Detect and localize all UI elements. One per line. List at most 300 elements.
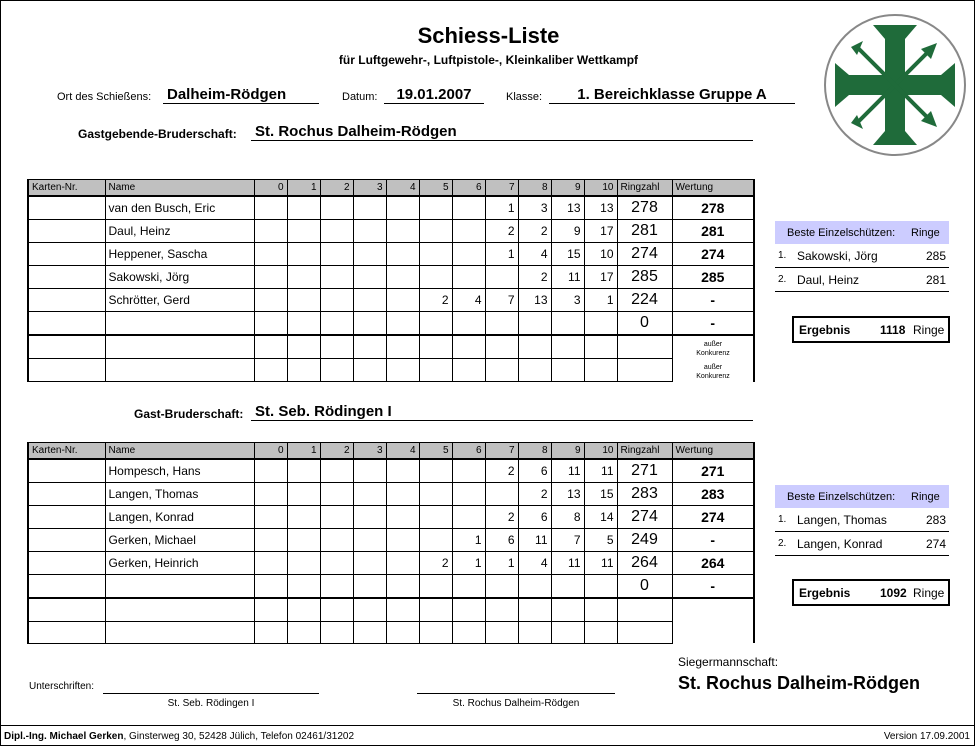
ring-count-cell	[320, 220, 353, 243]
empty-cell	[28, 621, 105, 643]
ring-count-cell: 2	[518, 266, 551, 289]
klasse-label: Klasse:	[506, 91, 543, 103]
ring-count-cell	[353, 196, 386, 220]
empty-cell	[254, 598, 287, 621]
empty-cell	[386, 335, 419, 359]
sieger-label: Siegermannschaft:	[678, 655, 779, 669]
empty-cell	[452, 621, 485, 643]
table-row	[28, 506, 754, 529]
empty-cell	[28, 335, 105, 359]
author-address: , Ginsterweg 30, 52428 Jülich, Telefon 02461/31202	[123, 731, 355, 742]
ring-count-cell	[485, 483, 518, 506]
shooter-name	[105, 312, 254, 336]
karten-nr-cell	[28, 312, 105, 336]
table-row	[28, 266, 754, 289]
ring-count-cell: 1	[452, 552, 485, 575]
shooter-name: Sakowski, Jörg	[105, 266, 254, 289]
ring-count-cell	[320, 552, 353, 575]
shooter-name: Gerken, Heinrich	[105, 552, 254, 575]
ring-count-cell	[287, 266, 320, 289]
ergebnis-value: 1118	[880, 323, 906, 337]
header-ring-3: 3	[353, 180, 386, 197]
header-ring-2: 2	[320, 443, 353, 460]
ring-count-cell: 13	[551, 483, 584, 506]
shooter-name: Langen, Konrad	[105, 506, 254, 529]
ring-count-cell	[320, 483, 353, 506]
empty-cell	[617, 598, 672, 621]
empty-cell	[518, 621, 551, 643]
ring-count-cell: 6	[518, 459, 551, 483]
ring-count-cell	[254, 483, 287, 506]
header-karten-nr: Karten-Nr.	[28, 180, 105, 197]
ring-count-cell	[386, 506, 419, 529]
ring-count-cell	[320, 575, 353, 599]
ring-count-cell: 1	[485, 196, 518, 220]
ring-count-cell	[419, 312, 452, 336]
ring-count-cell	[353, 220, 386, 243]
empty-cell	[353, 359, 386, 382]
ring-count-cell: 11	[518, 529, 551, 552]
header-ring-10: 10	[584, 180, 617, 197]
empty-cell	[386, 359, 419, 382]
empty-cell	[584, 335, 617, 359]
ringzahl-cell: 271	[617, 459, 672, 483]
ring-count-cell	[353, 459, 386, 483]
empty-cell	[105, 621, 254, 643]
ringzahl-cell: 0	[617, 312, 672, 336]
shooter-name: Daul, Heinz	[105, 220, 254, 243]
klasse-value: 1. Bereichklasse Gruppe A	[549, 86, 795, 104]
best-name: Langen, Thomas	[794, 508, 908, 532]
karten-nr-cell	[28, 506, 105, 529]
karten-nr-cell	[28, 266, 105, 289]
wertung-cell: 278	[672, 196, 754, 220]
empty-cell	[551, 598, 584, 621]
header-ring-7: 7	[485, 443, 518, 460]
ring-count-cell: 15	[551, 243, 584, 266]
empty-cell	[353, 335, 386, 359]
ring-count-cell: 2	[485, 220, 518, 243]
wertung-cell: 281	[672, 220, 754, 243]
shooter-name: Hompesch, Hans	[105, 459, 254, 483]
ring-count-cell	[353, 529, 386, 552]
empty-cell	[320, 335, 353, 359]
ring-count-cell	[353, 312, 386, 336]
best-header: Beste Einzelschützen:	[775, 221, 908, 244]
table-row	[28, 529, 754, 552]
ring-count-cell	[452, 196, 485, 220]
ring-count-cell: 2	[419, 552, 452, 575]
empty-cell	[518, 335, 551, 359]
ring-count-cell: 2	[485, 506, 518, 529]
empty-cell	[254, 335, 287, 359]
ring-count-cell	[419, 575, 452, 599]
best-ringe: 285	[908, 244, 949, 268]
bruderschaft-logo-icon	[823, 11, 967, 159]
ring-count-cell	[320, 243, 353, 266]
empty-cell	[105, 598, 254, 621]
ring-count-cell	[386, 243, 419, 266]
empty-cell	[254, 359, 287, 382]
ring-count-cell	[386, 552, 419, 575]
ring-count-cell	[452, 483, 485, 506]
ring-count-cell	[386, 575, 419, 599]
ring-count-cell	[518, 575, 551, 599]
ringzahl-cell: 264	[617, 552, 672, 575]
header-ring-0: 0	[254, 443, 287, 460]
ringzahl-cell: 283	[617, 483, 672, 506]
shooter-name: van den Busch, Eric	[105, 196, 254, 220]
best-name: Langen, Konrad	[794, 532, 908, 556]
ring-count-cell: 7	[551, 529, 584, 552]
empty-cell	[353, 598, 386, 621]
ring-count-cell	[584, 575, 617, 599]
empty-cell	[485, 359, 518, 382]
best-ringe: 281	[908, 268, 949, 292]
shooter-name: Schrötter, Gerd	[105, 289, 254, 312]
signature-caption-2: St. Rochus Dalheim-Rödgen	[452, 698, 580, 709]
ringzahl-cell: 249	[617, 529, 672, 552]
table-row	[28, 483, 754, 506]
ring-count-cell	[419, 483, 452, 506]
ring-count-cell: 1	[485, 243, 518, 266]
author-name: Dipl.-Ing. Michael Gerken	[4, 731, 124, 742]
ring-count-cell	[254, 552, 287, 575]
ring-count-cell	[254, 529, 287, 552]
signature-line-2	[417, 693, 615, 694]
ring-count-cell	[353, 575, 386, 599]
empty-cell	[320, 621, 353, 643]
empty-cell	[518, 359, 551, 382]
empty-cell	[386, 621, 419, 643]
table-row	[28, 575, 754, 599]
empty-cell	[485, 598, 518, 621]
ring-count-cell	[254, 196, 287, 220]
ring-count-cell	[254, 289, 287, 312]
ring-count-cell	[485, 266, 518, 289]
ring-count-cell	[287, 312, 320, 336]
ring-count-cell	[518, 312, 551, 336]
shooter-name: Gerken, Michael	[105, 529, 254, 552]
empty-cell	[287, 359, 320, 382]
best-ringe-label: Ringe	[908, 221, 949, 244]
best-rank: 2.	[775, 532, 794, 556]
ring-count-cell	[287, 483, 320, 506]
header-ring-2: 2	[320, 180, 353, 197]
ring-count-cell: 11	[551, 459, 584, 483]
datum-label: Datum:	[342, 91, 378, 103]
karten-nr-cell	[28, 243, 105, 266]
header-wertung: Wertung	[672, 443, 754, 460]
header-ring-9: 9	[551, 443, 584, 460]
ring-count-cell: 6	[485, 529, 518, 552]
ring-count-cell: 9	[551, 220, 584, 243]
table-row	[28, 312, 754, 336]
signature-line-1	[103, 693, 319, 694]
empty-cell	[28, 598, 105, 621]
ring-count-cell	[419, 196, 452, 220]
wertung-cell: 274	[672, 243, 754, 266]
empty-cell	[551, 359, 584, 382]
ring-count-cell	[353, 243, 386, 266]
header-karten-nr: Karten-Nr.	[28, 443, 105, 460]
header-ring-7: 7	[485, 180, 518, 197]
empty-cell	[551, 335, 584, 359]
table-row-empty	[28, 359, 754, 382]
empty-cell	[452, 335, 485, 359]
team2-score-table	[27, 442, 755, 644]
empty-cell	[419, 359, 452, 382]
table-header-row	[28, 443, 754, 460]
ring-count-cell	[320, 312, 353, 336]
empty-cell	[485, 621, 518, 643]
table-row	[28, 459, 754, 483]
ring-count-cell	[386, 220, 419, 243]
author-info	[4, 731, 354, 742]
ring-count-cell	[287, 196, 320, 220]
wertung-cell: 264	[672, 552, 754, 575]
ring-count-cell	[419, 220, 452, 243]
empty-cell	[584, 621, 617, 643]
ring-count-cell	[551, 575, 584, 599]
ring-count-cell	[320, 459, 353, 483]
empty-cell	[28, 359, 105, 382]
ring-count-cell: 8	[551, 506, 584, 529]
empty-cell	[287, 335, 320, 359]
ring-count-cell	[320, 266, 353, 289]
ring-count-cell	[254, 506, 287, 529]
karten-nr-cell	[28, 483, 105, 506]
karten-nr-cell	[28, 529, 105, 552]
ring-count-cell	[287, 289, 320, 312]
footer-divider	[1, 725, 974, 726]
ringzahl-cell: 0	[617, 575, 672, 599]
ring-count-cell: 7	[485, 289, 518, 312]
table-row	[28, 243, 754, 266]
unterschriften-label: Unterschriften:	[29, 681, 95, 692]
empty-cell	[584, 598, 617, 621]
header-ring-6: 6	[452, 443, 485, 460]
ring-count-cell	[386, 459, 419, 483]
shooter-name: Heppener, Sascha	[105, 243, 254, 266]
ringzahl-cell: 224	[617, 289, 672, 312]
empty-cell	[452, 359, 485, 382]
empty-cell	[452, 598, 485, 621]
empty-cell	[287, 598, 320, 621]
ergebnis-unit: Ringe	[913, 323, 945, 337]
ergebnis-label: Ergebnis	[799, 323, 851, 337]
best-name: Sakowski, Jörg	[794, 244, 908, 268]
header-ring-3: 3	[353, 443, 386, 460]
page-title: Schiess-Liste	[417, 23, 560, 48]
ring-count-cell	[419, 266, 452, 289]
ring-count-cell: 2	[518, 483, 551, 506]
table-row-empty	[28, 598, 754, 621]
ring-count-cell	[254, 312, 287, 336]
ringzahl-cell: 285	[617, 266, 672, 289]
ring-count-cell: 1	[485, 552, 518, 575]
header-ring-10: 10	[584, 443, 617, 460]
ring-count-cell	[452, 312, 485, 336]
ring-count-cell	[386, 483, 419, 506]
header-ring-4: 4	[386, 180, 419, 197]
best-ringe: 274	[908, 532, 949, 556]
wertung-cell: -	[672, 529, 754, 552]
empty-cell	[617, 621, 672, 643]
team1-score-table	[27, 179, 755, 382]
ring-count-cell	[353, 266, 386, 289]
ring-count-cell: 4	[518, 552, 551, 575]
ring-count-cell: 13	[584, 196, 617, 220]
ring-count-cell	[287, 220, 320, 243]
ring-count-cell: 6	[518, 506, 551, 529]
ring-count-cell: 11	[551, 266, 584, 289]
ring-count-cell	[287, 575, 320, 599]
ring-count-cell: 17	[584, 266, 617, 289]
best-ringe: 283	[908, 508, 949, 532]
empty-cell	[386, 598, 419, 621]
team1-ausser-konkurenz-1: außer Konkurenz	[696, 341, 730, 357]
ring-count-cell	[452, 575, 485, 599]
ring-count-cell	[386, 196, 419, 220]
table-header-row	[28, 180, 754, 197]
empty-cell	[320, 598, 353, 621]
header-ring-1: 1	[287, 443, 320, 460]
wertung-cell: 274	[672, 506, 754, 529]
header-name: Name	[105, 180, 254, 197]
empty-cell	[617, 359, 672, 382]
ort-value: Dalheim-Rödgen	[163, 86, 319, 104]
ring-count-cell	[353, 483, 386, 506]
ring-count-cell	[452, 266, 485, 289]
ring-count-cell	[287, 459, 320, 483]
ring-count-cell	[287, 529, 320, 552]
shooter-name	[105, 575, 254, 599]
ring-count-cell: 4	[518, 243, 551, 266]
ring-count-cell: 2	[419, 289, 452, 312]
best-rank: 1.	[775, 508, 794, 532]
ring-count-cell	[254, 243, 287, 266]
team2-ergebnis	[792, 579, 950, 606]
ring-count-cell	[452, 506, 485, 529]
ring-count-cell: 1	[452, 529, 485, 552]
table-row-empty	[28, 621, 754, 643]
empty-cell	[617, 335, 672, 359]
ring-count-cell	[353, 506, 386, 529]
header-ring-5: 5	[419, 443, 452, 460]
table-row	[28, 552, 754, 575]
empty-cell	[105, 359, 254, 382]
ringzahl-cell: 274	[617, 243, 672, 266]
team2-label: Gast-Bruderschaft:	[134, 407, 244, 421]
ring-count-cell	[485, 312, 518, 336]
ring-count-cell: 11	[584, 459, 617, 483]
header-ring-6: 6	[452, 180, 485, 197]
shooter-name: Langen, Thomas	[105, 483, 254, 506]
ergebnis-label: Ergebnis	[799, 586, 851, 600]
sieger-value: St. Rochus Dalheim-Rödgen	[678, 673, 921, 693]
ring-count-cell	[452, 220, 485, 243]
karten-nr-cell	[28, 289, 105, 312]
empty-cell	[485, 335, 518, 359]
ring-count-cell	[452, 459, 485, 483]
ring-count-cell: 14	[584, 506, 617, 529]
best-ringe-label: Ringe	[908, 485, 949, 508]
empty-cell	[672, 621, 754, 643]
wertung-cell: -	[672, 575, 754, 599]
best-rank: 2.	[775, 268, 794, 292]
team1-ausser-konkurenz-2: außer Konkurenz	[696, 364, 730, 380]
ring-count-cell: 15	[584, 483, 617, 506]
header-ring-0: 0	[254, 180, 287, 197]
team1-label: Gastgebende-Bruderschaft:	[78, 127, 237, 141]
ring-count-cell	[386, 266, 419, 289]
header-ringzahl: Ringzahl	[617, 180, 672, 197]
ringzahl-cell: 274	[617, 506, 672, 529]
karten-nr-cell	[28, 196, 105, 220]
team2-best-table	[775, 485, 949, 556]
ring-count-cell	[320, 529, 353, 552]
header-ring-9: 9	[551, 180, 584, 197]
header-ring-1: 1	[287, 180, 320, 197]
signature-caption-1: St. Seb. Rödingen I	[167, 698, 255, 709]
ring-count-cell: 10	[584, 243, 617, 266]
empty-cell	[419, 335, 452, 359]
empty-cell	[353, 621, 386, 643]
ring-count-cell: 11	[551, 552, 584, 575]
ring-count-cell	[287, 506, 320, 529]
ring-count-cell: 1	[584, 289, 617, 312]
empty-cell	[320, 359, 353, 382]
ring-count-cell	[287, 552, 320, 575]
ring-count-cell: 13	[551, 196, 584, 220]
ring-count-cell	[254, 459, 287, 483]
karten-nr-cell	[28, 220, 105, 243]
team1-ergebnis	[792, 316, 950, 343]
empty-cell	[419, 598, 452, 621]
wertung-cell: 285	[672, 266, 754, 289]
header-ringzahl: Ringzahl	[617, 443, 672, 460]
ring-count-cell	[287, 243, 320, 266]
karten-nr-cell	[28, 575, 105, 599]
header-wertung: Wertung	[672, 180, 754, 197]
ring-count-cell	[353, 552, 386, 575]
header-ring-4: 4	[386, 443, 419, 460]
empty-cell	[584, 359, 617, 382]
ring-count-cell	[386, 289, 419, 312]
empty-cell	[105, 335, 254, 359]
team1-best-table	[775, 221, 949, 292]
ring-count-cell	[386, 312, 419, 336]
header-name: Name	[105, 443, 254, 460]
header-ring-8: 8	[518, 180, 551, 197]
ring-count-cell	[485, 575, 518, 599]
empty-cell	[672, 598, 754, 621]
karten-nr-cell	[28, 552, 105, 575]
ort-label: Ort des Schießens:	[57, 91, 152, 103]
ring-count-cell	[320, 196, 353, 220]
ring-count-cell	[419, 506, 452, 529]
ring-count-cell: 2	[518, 220, 551, 243]
ring-count-cell: 5	[584, 529, 617, 552]
ergebnis-value: 1092	[880, 586, 907, 600]
empty-cell	[551, 621, 584, 643]
ring-count-cell	[386, 529, 419, 552]
table-row	[28, 220, 754, 243]
team1-name: St. Rochus Dalheim-Rödgen	[251, 123, 753, 141]
ring-count-cell: 4	[452, 289, 485, 312]
ring-count-cell: 11	[584, 552, 617, 575]
